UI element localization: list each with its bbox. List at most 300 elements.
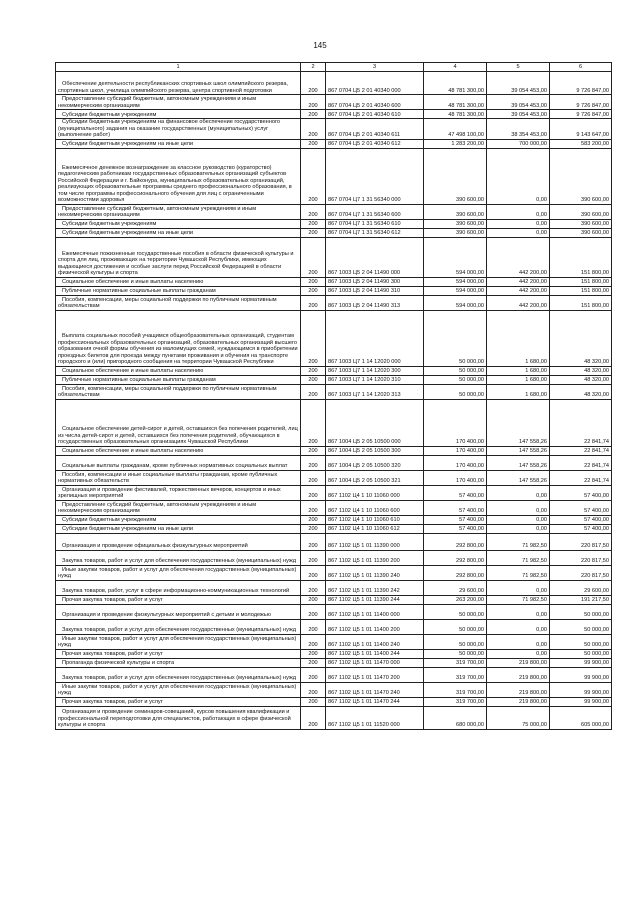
row-description-text: Закупка товаров, работ, услуг в сфере информационно-коммуникационных технологий: [62, 588, 290, 594]
row-line-code: 200: [301, 533, 326, 550]
row-line-code: 200: [301, 110, 326, 119]
row-executed-amount: 219 800,00: [487, 658, 550, 667]
row-remaining-amount: 151 800,00: [550, 237, 612, 277]
table-body: [56, 72, 612, 730]
row-line-code: 200: [301, 375, 326, 384]
row-line-code: 200: [301, 219, 326, 228]
row-executed-amount: 147 558,26: [487, 399, 550, 446]
row-budget-code: 867 1003 Ц7 1 14 12020 313: [326, 384, 424, 399]
row-executed-amount: 442 200,00: [487, 286, 550, 295]
row-approved-amount: 50 000,00: [424, 619, 487, 634]
row-executed-amount: 219 800,00: [487, 682, 550, 697]
table-row: [56, 295, 612, 310]
row-line-code: 200: [301, 399, 326, 446]
header-col-4: 4: [424, 63, 487, 72]
row-remaining-amount: 57 400,00: [550, 485, 612, 500]
row-description-text: Иные закупки товаров, работ и услуг для обеспечения государственных (муниципальных) нужд: [58, 566, 297, 579]
row-line-code: 200: [301, 228, 326, 237]
table-row: [56, 139, 612, 148]
row-line-code: 200: [301, 697, 326, 706]
row-remaining-amount: 50 000,00: [550, 604, 612, 619]
row-approved-amount: 319 700,00: [424, 682, 487, 697]
row-description: [56, 139, 301, 148]
row-executed-amount: 147 558,26: [487, 470, 550, 485]
row-line-code: 200: [301, 604, 326, 619]
table-row: [56, 682, 612, 697]
table-row: [56, 524, 612, 533]
row-description-text: Закупка товаров, работ и услуг для обеспечения государственных (муниципальных) нужд: [62, 675, 296, 681]
row-description: [56, 533, 301, 550]
table-row: [56, 384, 612, 399]
row-line-code: 200: [301, 500, 326, 515]
row-executed-amount: 219 800,00: [487, 697, 550, 706]
row-budget-code: 867 1102 Ц4 1 10 11060 612: [326, 524, 424, 533]
row-description-text: Публичные нормативные социальные выплаты гражданам: [62, 288, 216, 294]
table-row: [56, 658, 612, 667]
row-line-code: 200: [301, 119, 326, 140]
row-approved-amount: 170 400,00: [424, 470, 487, 485]
row-description: [56, 148, 301, 204]
row-line-code: 200: [301, 237, 326, 277]
row-budget-code: 867 0704 Ц7 1 31 56340 612: [326, 228, 424, 237]
row-approved-amount: 292 800,00: [424, 533, 487, 550]
row-description: [56, 286, 301, 295]
row-executed-amount: 442 200,00: [487, 277, 550, 286]
row-description: [56, 682, 301, 697]
row-executed-amount: 39 054 453,00: [487, 110, 550, 119]
table-row: [56, 634, 612, 649]
table-row: [56, 399, 612, 446]
row-executed-amount: 39 054 453,00: [487, 95, 550, 110]
row-description: [56, 697, 301, 706]
row-description-text: Организация и проведение семинаров-совещаний, курсов повышения квалификации и профессиональной переподготовки для специалистов, работающих в сфере физической культуры и спорта: [58, 709, 291, 728]
row-budget-code: 867 0704 Ц5 2 01 40340 600: [326, 95, 424, 110]
table-row: [56, 148, 612, 204]
table-row: [56, 595, 612, 604]
row-description: [56, 399, 301, 446]
row-approved-amount: 390 600,00: [424, 219, 487, 228]
row-executed-amount: 0,00: [487, 524, 550, 533]
row-description: [56, 550, 301, 565]
row-line-code: 200: [301, 515, 326, 524]
row-budget-code: 867 1003 Ц5 2 04 11490 310: [326, 286, 424, 295]
row-executed-amount: 0,00: [487, 500, 550, 515]
row-approved-amount: 50 000,00: [424, 384, 487, 399]
row-executed-amount: 0,00: [487, 148, 550, 204]
row-executed-amount: 71 982,50: [487, 533, 550, 550]
row-remaining-amount: 605 000,00: [550, 706, 612, 729]
header-col-2: 2: [301, 63, 326, 72]
table-row: [56, 110, 612, 119]
row-description: [56, 524, 301, 533]
row-description-text: Социальное обеспечение и иные выплаты населению: [62, 279, 204, 285]
row-remaining-amount: 48 320,00: [550, 375, 612, 384]
table-row: [56, 119, 612, 140]
row-remaining-amount: 99 900,00: [550, 667, 612, 682]
row-line-code: 200: [301, 634, 326, 649]
row-line-code: 200: [301, 619, 326, 634]
row-executed-amount: 0,00: [487, 634, 550, 649]
row-description-text: Пропаганда физической культуры и спорта: [62, 660, 175, 666]
row-description: [56, 634, 301, 649]
row-remaining-amount: 22 841,74: [550, 455, 612, 470]
row-executed-amount: 0,00: [487, 580, 550, 595]
row-approved-amount: 390 600,00: [424, 204, 487, 219]
row-budget-code: 867 1102 Ц5 1 01 11470 240: [326, 682, 424, 697]
row-approved-amount: 50 000,00: [424, 375, 487, 384]
row-description: [56, 204, 301, 219]
row-budget-code: 867 1003 Ц7 1 14 12020 310: [326, 375, 424, 384]
row-remaining-amount: 57 400,00: [550, 524, 612, 533]
row-description: [56, 706, 301, 729]
row-budget-code: 867 0704 Ц5 2 01 40340 612: [326, 139, 424, 148]
row-executed-amount: 0,00: [487, 228, 550, 237]
row-executed-amount: 1 680,00: [487, 310, 550, 366]
row-approved-amount: 48 781 300,00: [424, 72, 487, 95]
row-approved-amount: 680 000,00: [424, 706, 487, 729]
row-line-code: 200: [301, 384, 326, 399]
budget-table: [55, 62, 612, 730]
row-executed-amount: 0,00: [487, 485, 550, 500]
row-budget-code: 867 1003 Ц5 2 04 11490 313: [326, 295, 424, 310]
row-description-text: Пособия, компенсации, меры социальной поддержки по публичным нормативным обязательствам: [58, 296, 277, 309]
row-remaining-amount: 151 800,00: [550, 286, 612, 295]
row-executed-amount: 0,00: [487, 204, 550, 219]
row-executed-amount: 39 054 453,00: [487, 72, 550, 95]
row-budget-code: 867 0704 Ц7 1 31 56340 600: [326, 204, 424, 219]
row-line-code: 200: [301, 286, 326, 295]
row-description: [56, 580, 301, 595]
row-budget-code: 867 0704 Ц7 1 31 56340 000: [326, 148, 424, 204]
row-line-code: 200: [301, 295, 326, 310]
row-executed-amount: 219 800,00: [487, 667, 550, 682]
row-description: [56, 565, 301, 580]
row-description-text: Социальное обеспечение детей-сирот и детей, оставшихся без попечения родителей, лиц из числа детей-сирот и детей, оставшихся без попечения родителей, обучающихся в государственных образовательных организациях Чувашской Республики: [58, 426, 298, 445]
table-row: [56, 237, 612, 277]
row-description-text: Обеспечение деятельности республиканских спортивных школ олимпийского резерва, спортивных школ, училища олимпийского резерва, центра спортивной подготовки: [58, 81, 288, 94]
row-approved-amount: 319 700,00: [424, 667, 487, 682]
row-line-code: 200: [301, 682, 326, 697]
row-budget-code: 867 1102 Ц5 1 01 11390 244: [326, 595, 424, 604]
row-line-code: 200: [301, 658, 326, 667]
row-remaining-amount: 9 143 647,00: [550, 119, 612, 140]
table-row: [56, 565, 612, 580]
row-description-text: Субсидии бюджетным учреждениям на иные цели: [62, 141, 194, 147]
row-budget-code: 867 1102 Ц5 1 01 11400 200: [326, 619, 424, 634]
row-remaining-amount: 50 000,00: [550, 649, 612, 658]
row-description: [56, 446, 301, 455]
row-line-code: 200: [301, 277, 326, 286]
row-remaining-amount: 99 900,00: [550, 682, 612, 697]
row-remaining-amount: 22 841,74: [550, 470, 612, 485]
row-description: [56, 95, 301, 110]
row-description-text: Ежемесячные пожизненные государственные пособия в области физической культуры и спорта для лиц, проживающих на территории Чувашской Республики, имеющих выдающиеся достижения и особые заслуги перед Российской Федерацией в области физической культуры и спорта: [58, 250, 294, 276]
row-approved-amount: 57 400,00: [424, 524, 487, 533]
row-approved-amount: 594 000,00: [424, 295, 487, 310]
row-approved-amount: 29 600,00: [424, 580, 487, 595]
row-remaining-amount: 57 400,00: [550, 515, 612, 524]
table-row: [56, 72, 612, 95]
table-row: [56, 515, 612, 524]
row-description-text: Организация и проведение физкультурных мероприятий с детьми и молодежью: [62, 612, 271, 618]
row-budget-code: 867 1003 Ц5 2 04 11490 000: [326, 237, 424, 277]
table-row: [56, 366, 612, 375]
row-remaining-amount: 151 800,00: [550, 295, 612, 310]
row-executed-amount: 71 982,50: [487, 550, 550, 565]
row-budget-code: 867 1004 Ц5 2 05 10500 321: [326, 470, 424, 485]
row-approved-amount: 594 000,00: [424, 277, 487, 286]
row-remaining-amount: 99 900,00: [550, 658, 612, 667]
row-executed-amount: 71 982,50: [487, 565, 550, 580]
table-row: [56, 204, 612, 219]
row-approved-amount: 50 000,00: [424, 310, 487, 366]
row-description-text: Субсидии бюджетным учреждениям на финансовое обеспечение государственного (муниципального) задания на оказание государственных (муниципальных) услуг (выполнение работ): [58, 119, 280, 138]
row-line-code: 200: [301, 446, 326, 455]
row-description-text: Прочая закупка товаров, работ и услуг: [62, 651, 163, 657]
row-remaining-amount: 22 841,74: [550, 399, 612, 446]
table-row: [56, 277, 612, 286]
row-budget-code: 867 1102 Ц5 1 01 11390 240: [326, 565, 424, 580]
row-remaining-amount: 151 800,00: [550, 277, 612, 286]
row-remaining-amount: 220 817,50: [550, 533, 612, 550]
row-remaining-amount: 48 320,00: [550, 384, 612, 399]
row-budget-code: 867 1102 Ц5 1 01 11390 000: [326, 533, 424, 550]
row-description: [56, 455, 301, 470]
row-remaining-amount: 390 600,00: [550, 204, 612, 219]
table-row: [56, 455, 612, 470]
row-executed-amount: 0,00: [487, 619, 550, 634]
row-budget-code: 867 1003 Ц7 1 14 12020 300: [326, 366, 424, 375]
row-budget-code: 867 1102 Ц5 1 01 11390 242: [326, 580, 424, 595]
row-approved-amount: 50 000,00: [424, 366, 487, 375]
row-description-text: Прочая закупка товаров, работ и услуг: [62, 699, 163, 705]
row-description: [56, 595, 301, 604]
row-description: [56, 72, 301, 95]
row-budget-code: 867 1102 Ц5 1 01 11390 200: [326, 550, 424, 565]
row-remaining-amount: 220 817,50: [550, 565, 612, 580]
header-col-5: 5: [487, 63, 550, 72]
row-description-text: Субсидии бюджетным учреждениям: [62, 517, 157, 523]
row-line-code: 200: [301, 565, 326, 580]
row-description: [56, 470, 301, 485]
row-executed-amount: 71 982,50: [487, 595, 550, 604]
row-executed-amount: 0,00: [487, 515, 550, 524]
table-row: [56, 649, 612, 658]
row-description-text: Субсидии бюджетным учреждениям: [62, 221, 157, 227]
row-budget-code: 867 1003 Ц7 1 14 12020 000: [326, 310, 424, 366]
row-executed-amount: 147 558,26: [487, 446, 550, 455]
table-row: [56, 228, 612, 237]
row-executed-amount: 1 680,00: [487, 366, 550, 375]
row-approved-amount: 263 200,00: [424, 595, 487, 604]
row-executed-amount: 0,00: [487, 219, 550, 228]
row-executed-amount: 442 200,00: [487, 237, 550, 277]
row-description-text: Социальные выплаты гражданам, кроме публичных нормативных социальных выплат: [62, 463, 288, 469]
row-line-code: 200: [301, 485, 326, 500]
row-approved-amount: 170 400,00: [424, 455, 487, 470]
row-line-code: 200: [301, 580, 326, 595]
row-description-text: Предоставление субсидий бюджетным, автономным учреждениям и иным некоммерческим организациям: [58, 501, 257, 514]
table-row: [56, 500, 612, 515]
row-executed-amount: 1 680,00: [487, 384, 550, 399]
row-approved-amount: 319 700,00: [424, 658, 487, 667]
row-executed-amount: 0,00: [487, 649, 550, 658]
row-budget-code: 867 1102 Ц5 1 01 11400 000: [326, 604, 424, 619]
row-description: [56, 619, 301, 634]
row-budget-code: 867 0704 Ц5 2 01 40340 611: [326, 119, 424, 140]
row-description-text: Субсидии бюджетным учреждениям: [62, 111, 157, 118]
row-line-code: 200: [301, 310, 326, 366]
row-description-text: Предоставление субсидий бюджетным, автономным учреждениям и иным некоммерческим организациям: [58, 205, 257, 218]
row-approved-amount: 50 000,00: [424, 604, 487, 619]
page-number: 145: [313, 41, 327, 50]
row-remaining-amount: 99 900,00: [550, 697, 612, 706]
table-row: [56, 470, 612, 485]
table-row: [56, 533, 612, 550]
row-line-code: 200: [301, 595, 326, 604]
row-description-text: Социальное обеспечение и иные выплаты населению: [62, 448, 204, 454]
row-budget-code: 867 1102 Ц5 1 01 11470 200: [326, 667, 424, 682]
row-approved-amount: 50 000,00: [424, 649, 487, 658]
row-budget-code: 867 1102 Ц4 1 10 11060 600: [326, 500, 424, 515]
table-row: [56, 95, 612, 110]
header-col-1: 1: [56, 63, 301, 72]
row-budget-code: 867 1102 Ц5 1 01 11400 244: [326, 649, 424, 658]
row-budget-code: 867 1102 Ц5 1 01 11520 000: [326, 706, 424, 729]
row-description: [56, 277, 301, 286]
row-remaining-amount: 50 000,00: [550, 619, 612, 634]
row-line-code: 200: [301, 148, 326, 204]
row-remaining-amount: 390 600,00: [550, 228, 612, 237]
row-remaining-amount: 57 400,00: [550, 500, 612, 515]
row-executed-amount: 147 558,26: [487, 455, 550, 470]
row-remaining-amount: 48 320,00: [550, 366, 612, 375]
row-budget-code: 867 1003 Ц5 2 04 11490 300: [326, 277, 424, 286]
row-remaining-amount: 220 817,50: [550, 550, 612, 565]
row-line-code: 200: [301, 139, 326, 148]
row-description: [56, 375, 301, 384]
table-row: [56, 375, 612, 384]
row-line-code: 200: [301, 667, 326, 682]
row-remaining-amount: 390 600,00: [550, 148, 612, 204]
row-line-code: 200: [301, 455, 326, 470]
row-description: [56, 119, 301, 140]
row-remaining-amount: 50 000,00: [550, 634, 612, 649]
row-remaining-amount: 9 726 847,00: [550, 110, 612, 119]
table-row: [56, 706, 612, 729]
row-description-text: Иные закупки товаров, работ и услуг для обеспечения государственных (муниципальных) нужд: [58, 635, 297, 648]
table-row: [56, 219, 612, 228]
row-approved-amount: 170 400,00: [424, 399, 487, 446]
row-description-text: Субсидии бюджетным учреждениям на иные цели: [62, 230, 194, 236]
table-row: [56, 286, 612, 295]
table-row: [56, 580, 612, 595]
row-budget-code: 867 0704 Ц5 2 01 40340 000: [326, 72, 424, 95]
row-line-code: 200: [301, 706, 326, 729]
row-description: [56, 366, 301, 375]
row-description-text: Закупка товаров, работ и услуг для обеспечения государственных (муниципальных) нужд: [62, 627, 296, 633]
row-description: [56, 667, 301, 682]
row-approved-amount: 594 000,00: [424, 237, 487, 277]
row-description: [56, 485, 301, 500]
table-row: [56, 667, 612, 682]
table-row: [56, 310, 612, 366]
row-line-code: 200: [301, 649, 326, 658]
table-row: [56, 619, 612, 634]
row-description-text: Субсидии бюджетным учреждениям на иные цели: [62, 526, 194, 532]
row-approved-amount: 319 700,00: [424, 697, 487, 706]
row-description: [56, 310, 301, 366]
row-description: [56, 295, 301, 310]
header-col-6: 6: [550, 63, 612, 72]
row-description-text: Ежемесячное денежное вознаграждение за классное руководство (кураторство) педагогическим работникам государственных образовательных организаций субъектов Российской Федерации и г. Байконура, муниципальных образовательных организаций, реализующих образовательные программы среднего профессионального образования, в том числе программы профессионального обучения для лиц с ограниченными возможностями здоровья: [58, 164, 292, 203]
header-col-3: 3: [326, 63, 424, 72]
row-remaining-amount: 583 200,00: [550, 139, 612, 148]
table-row: [56, 697, 612, 706]
row-description: [56, 500, 301, 515]
row-approved-amount: 57 400,00: [424, 485, 487, 500]
row-executed-amount: 0,00: [487, 604, 550, 619]
table-row: [56, 604, 612, 619]
row-remaining-amount: 390 600,00: [550, 219, 612, 228]
row-description-text: Пособия, компенсации и иные социальные выплаты гражданам, кроме публичных нормативных обязательств: [58, 471, 278, 484]
row-approved-amount: 390 600,00: [424, 228, 487, 237]
row-description: [56, 658, 301, 667]
row-budget-code: 867 1102 Ц4 1 10 11060 610: [326, 515, 424, 524]
row-line-code: 200: [301, 524, 326, 533]
row-approved-amount: 47 498 100,00: [424, 119, 487, 140]
row-executed-amount: 1 680,00: [487, 375, 550, 384]
row-budget-code: 867 0704 Ц7 1 31 56340 610: [326, 219, 424, 228]
row-description-text: Выплата социальных пособий учащимся общеобразовательных организаций, студентам профессиональных образовательных организаций, образовательных организаций высшего образования очной формы обучения из малоимущих семей, нуждающимся в приобретении проездных билетов для проезда между пунктами проживания и обучения на транспорте городского и (или) пригородного сообщения на территории Чувашской Республики: [58, 333, 298, 365]
row-description-text: Социальное обеспечение и иные выплаты населению: [62, 368, 204, 374]
row-description: [56, 237, 301, 277]
row-executed-amount: 75 000,00: [487, 706, 550, 729]
row-description-text: Прочая закупка товаров, работ и услуг: [62, 597, 163, 603]
row-line-code: 200: [301, 470, 326, 485]
row-remaining-amount: 9 726 847,00: [550, 95, 612, 110]
row-budget-code: 867 1102 Ц5 1 01 11400 240: [326, 634, 424, 649]
table-row: [56, 446, 612, 455]
row-approved-amount: 57 400,00: [424, 515, 487, 524]
row-description-text: Закупка товаров, работ и услуг для обеспечения государственных (муниципальных) нужд: [62, 558, 296, 564]
row-budget-code: 867 1102 Ц4 1 10 11060 000: [326, 485, 424, 500]
row-line-code: 200: [301, 550, 326, 565]
row-remaining-amount: 48 320,00: [550, 310, 612, 366]
row-budget-code: 867 1004 Ц5 2 05 10500 000: [326, 399, 424, 446]
row-budget-code: 867 1004 Ц5 2 05 10500 320: [326, 455, 424, 470]
row-budget-code: 867 1004 Ц5 2 05 10500 300: [326, 446, 424, 455]
row-line-code: 200: [301, 366, 326, 375]
row-description: [56, 515, 301, 524]
row-approved-amount: 594 000,00: [424, 286, 487, 295]
row-line-code: 200: [301, 72, 326, 95]
row-approved-amount: 48 781 300,00: [424, 95, 487, 110]
row-remaining-amount: 29 600,00: [550, 580, 612, 595]
table-row: [56, 485, 612, 500]
row-description-text: Публичные нормативные социальные выплаты гражданам: [62, 377, 216, 383]
table-header-row: [56, 63, 612, 72]
row-description: [56, 110, 301, 119]
row-line-code: 200: [301, 95, 326, 110]
row-approved-amount: 292 800,00: [424, 565, 487, 580]
row-executed-amount: 700 000,00: [487, 139, 550, 148]
row-approved-amount: 57 400,00: [424, 500, 487, 515]
row-approved-amount: 292 800,00: [424, 550, 487, 565]
row-budget-code: 867 0704 Ц5 2 01 40340 610: [326, 110, 424, 119]
row-executed-amount: 442 200,00: [487, 295, 550, 310]
row-description: [56, 228, 301, 237]
